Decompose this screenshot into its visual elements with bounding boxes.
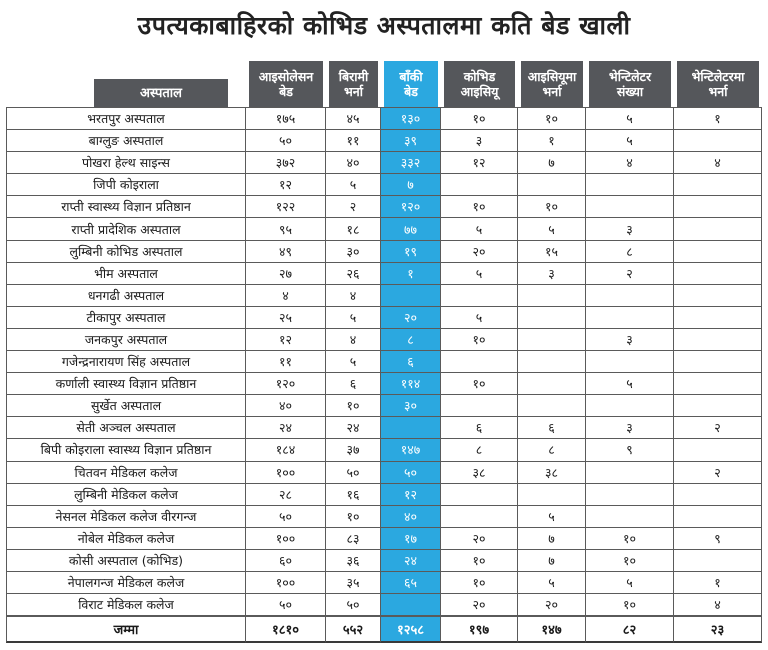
header-ventilator-admitted: भेन्टिलेटरमा भर्ना [674,57,762,107]
cell-ventilator-count: ५ [586,130,674,152]
total-covid-icu: १९७ [441,616,518,643]
cell-ventilator-count: १० [586,550,674,572]
cell-ventilator-admitted [674,395,762,417]
cell-isolation-beds: १२ [246,174,326,196]
cell-ventilator-admitted [674,218,762,240]
header-row [6,57,762,107]
cell-covid-icu: १० [441,572,518,594]
cell-isolation-beds: ५० [246,130,326,152]
cell-admitted: ५ [326,174,381,196]
cell-icu-admitted [518,395,586,417]
cell-covid-icu: ३ [441,130,518,152]
cell-admitted: ५० [326,462,381,484]
table-row [6,174,762,196]
cell-hospital-name: सेती अञ्चल अस्पताल [6,417,246,439]
cell-hospital-name: राप्ती स्वास्थ्य विज्ञान प्रतिष्ठान [6,196,246,218]
cell-covid-icu: १० [441,373,518,395]
cell-covid-icu: ५ [441,218,518,240]
cell-remaining-beds [381,594,441,616]
cell-ventilator-admitted [674,174,762,196]
cell-isolation-beds: ९५ [246,218,326,240]
table-row [6,152,762,174]
cell-covid-icu: १० [441,329,518,351]
cell-hospital-name: भरतपुर अस्पताल [6,107,246,130]
cell-covid-icu: २० [441,241,518,263]
table-row [6,462,762,484]
cell-remaining-beds: १ [381,263,441,285]
cell-icu-admitted: १५ [518,241,586,263]
cell-isolation-beds: ११ [246,351,326,373]
cell-ventilator-admitted [674,241,762,263]
total-row [6,616,762,643]
total-remaining-beds: १२५८ [381,616,441,643]
cell-isolation-beds: १७५ [246,107,326,130]
cell-icu-admitted: ५ [518,218,586,240]
cell-ventilator-count: २ [586,263,674,285]
cell-ventilator-count: ३ [586,417,674,439]
cell-ventilator-admitted: २ [674,462,762,484]
cell-ventilator-count [586,462,674,484]
cell-admitted: १० [326,395,381,417]
cell-icu-admitted [518,307,586,329]
cell-isolation-beds: २७ [246,263,326,285]
cell-icu-admitted [518,373,586,395]
cell-isolation-beds: १२ [246,329,326,351]
cell-hospital-name: लुम्बिनी मेडिकल कलेज [6,484,246,506]
cell-covid-icu [441,351,518,373]
cell-icu-admitted: ५ [518,506,586,528]
page-title: उपत्यकाबाहिरको कोभिड अस्पतालमा कति बेड खाली [137,11,631,40]
cell-hospital-name: नेसनल मेडिकल कलेज वीरगन्ज [6,506,246,528]
cell-icu-admitted: १ [518,130,586,152]
cell-hospital-name: कोसी अस्पताल (कोभिड) [6,550,246,572]
table-row [6,351,762,373]
cell-ventilator-admitted [674,550,762,572]
cell-remaining-beds: ८ [381,329,441,351]
total-label: जम्मा [6,616,246,643]
cell-icu-admitted: ७ [518,528,586,550]
cell-hospital-name: गजेन्द्रनारायण सिंह अस्पताल [6,351,246,373]
cell-hospital-name: विराट मेडिकल कलेज [6,594,246,616]
cell-remaining-beds: ४० [381,506,441,528]
cell-admitted: ३० [326,241,381,263]
cell-admitted: २ [326,196,381,218]
cell-ventilator-count [586,307,674,329]
total-ventilator-count: ८२ [586,616,674,643]
cell-hospital-name: कर्णाली स्वास्थ्य विज्ञान प्रतिष्ठान [6,373,246,395]
cell-covid-icu: ५ [441,307,518,329]
cell-admitted: ५ [326,307,381,329]
cell-icu-admitted: ८ [518,439,586,461]
cell-hospital-name: टीकापुर अस्पताल [6,307,246,329]
header-hospital: अस्पताल [6,57,246,107]
cell-ventilator-admitted: ४ [674,594,762,616]
header-covid-icu: कोभिड आइसियू [441,57,518,107]
table-row [6,218,762,240]
cell-isolation-beds: ६० [246,550,326,572]
cell-admitted: ५० [326,594,381,616]
cell-covid-icu [441,484,518,506]
cell-hospital-name: बाग्लुङ अस्पताल [6,130,246,152]
cell-covid-icu: ८ [441,439,518,461]
cell-hospital-name: नेपालगन्ज मेडिकल कलेज [6,572,246,594]
cell-ventilator-count [586,351,674,373]
cell-isolation-beds: १०० [246,528,326,550]
cell-remaining-beds [381,285,441,307]
cell-ventilator-count: ८ [586,241,674,263]
cell-isolation-beds: १२२ [246,196,326,218]
cell-remaining-beds: ११४ [381,373,441,395]
cell-ventilator-count [586,395,674,417]
cell-remaining-beds: ६ [381,351,441,373]
total-admitted: ५५२ [326,616,381,643]
table-row [6,395,762,417]
cell-ventilator-count: ५ [586,107,674,130]
table-row [6,263,762,285]
cell-covid-icu: ६ [441,417,518,439]
cell-ventilator-admitted: ९ [674,528,762,550]
header-admitted: बिरामी भर्ना [326,57,381,107]
cell-hospital-name: जनकपुर अस्पताल [6,329,246,351]
cell-isolation-beds: १२० [246,373,326,395]
cell-remaining-beds: ७७ [381,218,441,240]
cell-icu-admitted [518,351,586,373]
table-row [6,417,762,439]
table-row [6,285,762,307]
cell-hospital-name: पोखरा हेल्थ साइन्स [6,152,246,174]
cell-remaining-beds: ७ [381,174,441,196]
cell-remaining-beds: ३३२ [381,152,441,174]
cell-admitted: २६ [326,263,381,285]
cell-ventilator-count [586,506,674,528]
cell-covid-icu: १० [441,550,518,572]
cell-remaining-beds: ३० [381,395,441,417]
cell-ventilator-count [586,174,674,196]
cell-icu-admitted [518,329,586,351]
cell-ventilator-count: ३ [586,218,674,240]
cell-hospital-name: राप्ती प्रादेशिक अस्पताल [6,218,246,240]
cell-admitted: १६ [326,484,381,506]
table-row [6,307,762,329]
cell-covid-icu: १२ [441,152,518,174]
cell-ventilator-admitted [674,329,762,351]
cell-ventilator-admitted [674,307,762,329]
cell-covid-icu [441,395,518,417]
cell-ventilator-count: ५ [586,373,674,395]
cell-ventilator-admitted [674,351,762,373]
cell-ventilator-admitted: १ [674,107,762,130]
cell-covid-icu [441,285,518,307]
cell-covid-icu [441,506,518,528]
cell-icu-admitted: २० [518,594,586,616]
hospital-beds-table [6,57,762,643]
cell-isolation-beds: १८४ [246,439,326,461]
cell-hospital-name: चितवन मेडिकल कलेज [6,462,246,484]
cell-isolation-beds: ५० [246,506,326,528]
cell-isolation-beds: ३७२ [246,152,326,174]
cell-ventilator-count: ५ [586,572,674,594]
cell-ventilator-admitted [674,506,762,528]
table-row [6,329,762,351]
cell-admitted: ५ [326,351,381,373]
cell-ventilator-admitted [674,484,762,506]
cell-admitted: ३५ [326,572,381,594]
cell-isolation-beds: १०० [246,572,326,594]
cell-ventilator-count: ४ [586,152,674,174]
cell-isolation-beds: १०० [246,462,326,484]
cell-hospital-name: नोबेल मेडिकल कलेज [6,528,246,550]
cell-ventilator-admitted: १ [674,572,762,594]
cell-admitted: ३६ [326,550,381,572]
cell-icu-admitted [518,174,586,196]
cell-hospital-name: भीम अस्पताल [6,263,246,285]
cell-covid-icu: १० [441,196,518,218]
header-ventilator-count: भेन्टिलेटर संख्या [586,57,674,107]
cell-hospital-name: धनगढी अस्पताल [6,285,246,307]
cell-icu-admitted [518,484,586,506]
cell-icu-admitted: १० [518,107,586,130]
cell-ventilator-admitted: २ [674,417,762,439]
cell-ventilator-count: ९ [586,439,674,461]
cell-covid-icu: ५ [441,263,518,285]
cell-admitted: ४ [326,285,381,307]
cell-remaining-beds [381,417,441,439]
header-remaining-beds: बाँकी बेड [381,57,441,107]
table-row [6,506,762,528]
total-ventilator-admitted: २३ [674,616,762,643]
cell-isolation-beds: ४ [246,285,326,307]
table-row [6,484,762,506]
cell-admitted: ६ [326,373,381,395]
cell-remaining-beds: १२ [381,484,441,506]
cell-remaining-beds: १७ [381,528,441,550]
cell-admitted: ३७ [326,439,381,461]
cell-covid-icu [441,174,518,196]
cell-ventilator-admitted: ४ [674,152,762,174]
cell-ventilator-admitted [674,196,762,218]
cell-remaining-beds: ५० [381,462,441,484]
cell-ventilator-count: ३ [586,329,674,351]
cell-hospital-name: सुर्खेत अस्पताल [6,395,246,417]
cell-admitted: ८३ [326,528,381,550]
cell-ventilator-admitted [674,263,762,285]
cell-admitted: ४० [326,152,381,174]
cell-remaining-beds: १४७ [381,439,441,461]
cell-remaining-beds: १२० [381,196,441,218]
cell-ventilator-admitted [674,373,762,395]
table-body [6,107,762,616]
cell-icu-admitted: ३ [518,263,586,285]
cell-icu-admitted: ६ [518,417,586,439]
table-row [6,373,762,395]
cell-admitted: ४ [326,329,381,351]
cell-icu-admitted: १० [518,196,586,218]
cell-remaining-beds: ३९ [381,130,441,152]
cell-icu-admitted: ७ [518,550,586,572]
cell-ventilator-admitted [674,285,762,307]
cell-icu-admitted [518,285,586,307]
cell-ventilator-count: १० [586,594,674,616]
cell-hospital-name: बिपी कोइराला स्वास्थ्य विज्ञान प्रतिष्ठान [6,439,246,461]
cell-covid-icu: १० [441,107,518,130]
cell-isolation-beds: ४० [246,395,326,417]
cell-admitted: ११ [326,130,381,152]
table-row [6,572,762,594]
cell-admitted: १८ [326,218,381,240]
cell-covid-icu: ३८ [441,462,518,484]
cell-icu-admitted: ७ [518,152,586,174]
cell-ventilator-count [586,484,674,506]
cell-remaining-beds: १३० [381,107,441,130]
cell-hospital-name: लुम्बिनी कोभिड अस्पताल [6,241,246,263]
total-isolation-beds: १८१० [246,616,326,643]
header-icu-admitted: आइसियूमा भर्ना [518,57,586,107]
cell-isolation-beds: २५ [246,307,326,329]
cell-icu-admitted: ३८ [518,462,586,484]
table-row [6,241,762,263]
table-row [6,196,762,218]
cell-admitted: २४ [326,417,381,439]
cell-admitted: १० [326,506,381,528]
cell-icu-admitted: ५ [518,572,586,594]
cell-ventilator-count [586,285,674,307]
cell-admitted: ४५ [326,107,381,130]
cell-remaining-beds: १९ [381,241,441,263]
cell-isolation-beds: २८ [246,484,326,506]
cell-ventilator-admitted [674,130,762,152]
cell-ventilator-count [586,196,674,218]
cell-isolation-beds: ४९ [246,241,326,263]
table-row [6,550,762,572]
cell-remaining-beds: २० [381,307,441,329]
table-row [6,439,762,461]
cell-ventilator-admitted [674,439,762,461]
cell-remaining-beds: ६५ [381,572,441,594]
table-row [6,528,762,550]
total-icu-admitted: १४७ [518,616,586,643]
cell-covid-icu: २० [441,528,518,550]
cell-covid-icu: २० [441,594,518,616]
cell-isolation-beds: ५० [246,594,326,616]
cell-remaining-beds: २४ [381,550,441,572]
table-row [6,594,762,616]
table-row [6,130,762,152]
table-row [6,107,762,130]
cell-isolation-beds: २४ [246,417,326,439]
cell-hospital-name: जिपी कोइराला [6,174,246,196]
header-isolation-beds: आइसोलेसन बेड [246,57,326,107]
cell-ventilator-count: १० [586,528,674,550]
